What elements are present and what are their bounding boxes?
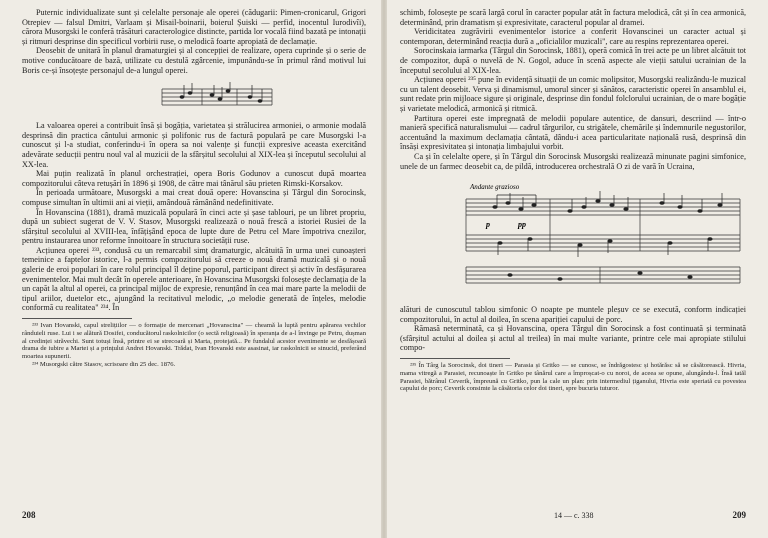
left-paragraph-3: La valoarea operei a contribuit însă și bogăția, varietatea și strălucirea armoniei, o armonie modală desprinsă din practica cântului armonic și polifonic rus de factură populară pe care Musorgski l-a cunoscut și l-a studiat, conferindu-i în opera sa noi valențe și funcții expresive aceasta exercitând adevărate seducții pentru noul val al muzicii de la sfârșitul secolului al XIX-lea și începutul secolului al XX-lea. bbox=[22, 121, 366, 169]
left-paragraph-5: În perioada următoare, Musorgski a mai creat două opere: Hovanscina și Târgul din Sorocinsk, compuse simultan în ultimii ani ai vieții, amândouă rămânând nedefinitivate. bbox=[22, 188, 366, 207]
left-paragraph-2: Deosebit de unitară în planul dramaturgiei și al concepției de realizare, opera cuprinde și o serie de motive conducătoare de bază, utilizate cu destulă zgârcenie, impunându-se în primul rând motivul lui Boris ce-și însoțește personajul de-a lungul operei. bbox=[22, 46, 366, 75]
right-footnotes bbox=[400, 362, 746, 393]
printer-signature: 14 — c. 338 bbox=[554, 511, 594, 520]
right-paragraph-8: Rămasă neterminată, ca și Hovanscina, opera Târgul din Sorocinsk a fost continuată și terminată (sfârșitul actului al doilea și actul al treilea) în mai multe variante, printre cele mai apropiate stilului compo- bbox=[400, 324, 746, 353]
right-footnote-rule bbox=[400, 358, 510, 359]
right-paragraph-6: Ca și în celelalte opere, și în Târgul din Sorocinsk Musorgski realizează minunate pagini simfonice, unele de un farmec deosebit ca, de pildă, introducerea orchestrală O zi de vară în Ucraina, bbox=[400, 151, 746, 171]
left-music-example bbox=[22, 81, 366, 115]
right-paragraph-3: Sorocinskaia iarmarka (Târgul din Sorocinsk, 1881), operă comică în trei acte pe un libret alcătuit tot de compozitor, după o nuvelă de N. Gogol, aduce în scenă aspecte ale vieții satului ucrainian de la începutul secolului al XIX-lea. bbox=[400, 46, 746, 75]
left-paragraph-6: În Hovanscina (1881), dramă muzicală populară în cinci acte și șase tablouri, pe un libret propriu, după un subiect sugerat de V. V. Stasov, Musorgski realizează o nouă frescă a istoriei Rusiei de la sfârșitul secolului al XVIII-lea, înfățișând epoca de lupte dure de Petru cel Mare împotriva cnezilor, pentru instaurarea unor reforme înnoitoare în structura societății ruse. bbox=[22, 207, 366, 246]
right-music-score bbox=[400, 179, 746, 297]
right-paragraph-7: alături de cunoscutul tablou simfonic O noapte pe muntele pleșuv ce se execută, conform indicației compozitorului, în actul al doilea, în scena apariției capului de porc. bbox=[400, 305, 746, 324]
left-paragraph-4: Mai puțin realizată în planul orchestrației, opera Boris Godunov a cunoscut după moartea compozitorului câteva retușări în 1896 și 1908, de către mai tânărul său prieten Rimski-Korsakov. bbox=[22, 169, 366, 188]
music-dynamic-pp: pp bbox=[518, 220, 526, 230]
left-paragraph-1: Puternic individualizate sunt și celelalte personaje ale operei (cădugarii: Pimen-cronicarul, Grigori Otrepiev — falsul Dmitri, Varlaam și Misail-boinarii, boierul Șuiski — perfid, inocentul Iurodivîi), cărora Musorgski le conferă trăsături caracterologice distincte, partida lor vocală fiind bazată pe intonații și ritmuri desprinse din specificul vorbirii ruse, o melodică foarte apropiată de declamație. bbox=[22, 8, 366, 46]
right-page-number: 209 bbox=[732, 510, 746, 520]
footnote-235: ²³⁵ În Târg la Sorocinsk, doi tineri — Parasia și Gritko — se cunosc, se îndrăgostesc și hotărăsc să se căsătorească. Hivria, mama vitregă a Parasiei, recunoaște în Gritko pe tânărul care a împroșcat-o cu noroi, de aceea se opune, alungându-l. Însă tatăl Parasiei, bătrânul Ceverik, împreună cu Gritko, pun la cale un plan: prin intermediul țiganului, Hivria este speriată cu povestea capului de porc; Ceverik consimte la căsătoria celor doi tineri, spre bucuria tuturor. bbox=[400, 362, 746, 393]
right-paragraph-5: Partitura operei este impregnată de melodii populare autentice, de dansuri, descriind — într-o manieră specifică naturalismului — cadrul târgurilor, cu strigătele, chemările și îndemnurile negustorilor, accentuând la maximum declamația cântată, dându-i acea particularitate națională rusă, desprinsă din însăși expresivitatea și intonația limbajului vorbit. bbox=[400, 113, 746, 152]
footnote-233: ²³³ Ivan Hovanski, capul strelițiilor — o formație de mercenari „Hovanscina" — cheamă la luptă pentru apărarea vechilor rânduieli ruse. Lui i se alătură Dosifei, conducătorul raskolnicilor (o sectă religioasă) în speranța de a-l învinge pe Petru, dușman al credinței străvechi. Sunt totuși însă, printre ei se strecoară și Marta, protejată... Pe fundalul acestor evenimente se desfășoară drama de iubire a Martei și a prințului Andrei Hovanski. Trădat, Ivan Hovanski este asasinat, iar raskolnicii se sinucid, preferând moartea supunerii. bbox=[22, 322, 366, 361]
right-page bbox=[384, 0, 768, 538]
music-tempo-marking: Andante grazioso bbox=[470, 183, 520, 192]
left-page-number: 208 bbox=[22, 510, 36, 520]
right-paragraph-4: Acțiunea operei ²³⁵ pune în evidență situații de un comic molipsitor, Musorgski realizându-le muzical cu un talent deosebit. Verva și dinamismul, umorul sincer și sănătos, caracteristic operei în ansamblul ei, sunt redate prin mijloace sigure și originale, desprinse din fondul folclorului ucrainian, de o mare bogăție și varietate melodică, armonică și ritmică. bbox=[400, 75, 746, 113]
right-paragraph-2: Veridicitatea zugrăvirii evenimentelor istorice a conferit Hovanscinei un caracter actual și contemporan, determinând reacția dură a „oficialilor muzicali", care au respins reprezentarea operei. bbox=[400, 27, 746, 46]
left-music-staff bbox=[22, 81, 366, 115]
left-paragraph-7: Acțiunea operei ²³³, condusă cu un remarcabil simț dramaturgic, alcătuită în urma unei cunoașteri temeinice a faptelor istorice, l-a permis compozitorului să creeze o nouă dramă muzicală și o nouă galerie de eroi populari în care rolul principal îl deține poporul, participant direct și activ în desfășurarea evenimentelor. Mai mult decât în operele anterioare, în Hovanscina Musorgski folosește declamația de la un capăt la altul al operei, ca principal mijloc de expresie, renunțând în cea mai mare parte la melodii de tipul ariilor, duetelor etc., ajungând la recitativul melodic, „o melodie generată de înțeles, melodie conformă cu realitatea" ²³⁴. În bbox=[22, 245, 366, 313]
right-paragraph-1: schimb, folosește pe scară largă corul în caracter popular atât în factura melodică, cât și în cea armonică, determinând, prin dramatism și expresivitate, caracterul popular al dramei. bbox=[400, 8, 746, 27]
music-dynamic-p: p bbox=[486, 220, 490, 230]
left-footnotes bbox=[22, 322, 366, 369]
right-music-example bbox=[400, 179, 746, 297]
left-footnote-rule bbox=[22, 318, 132, 319]
footnote-234: ²³⁴ Musorgski către Stasov, scrisoare din 25 dec. 1876. bbox=[32, 361, 176, 369]
